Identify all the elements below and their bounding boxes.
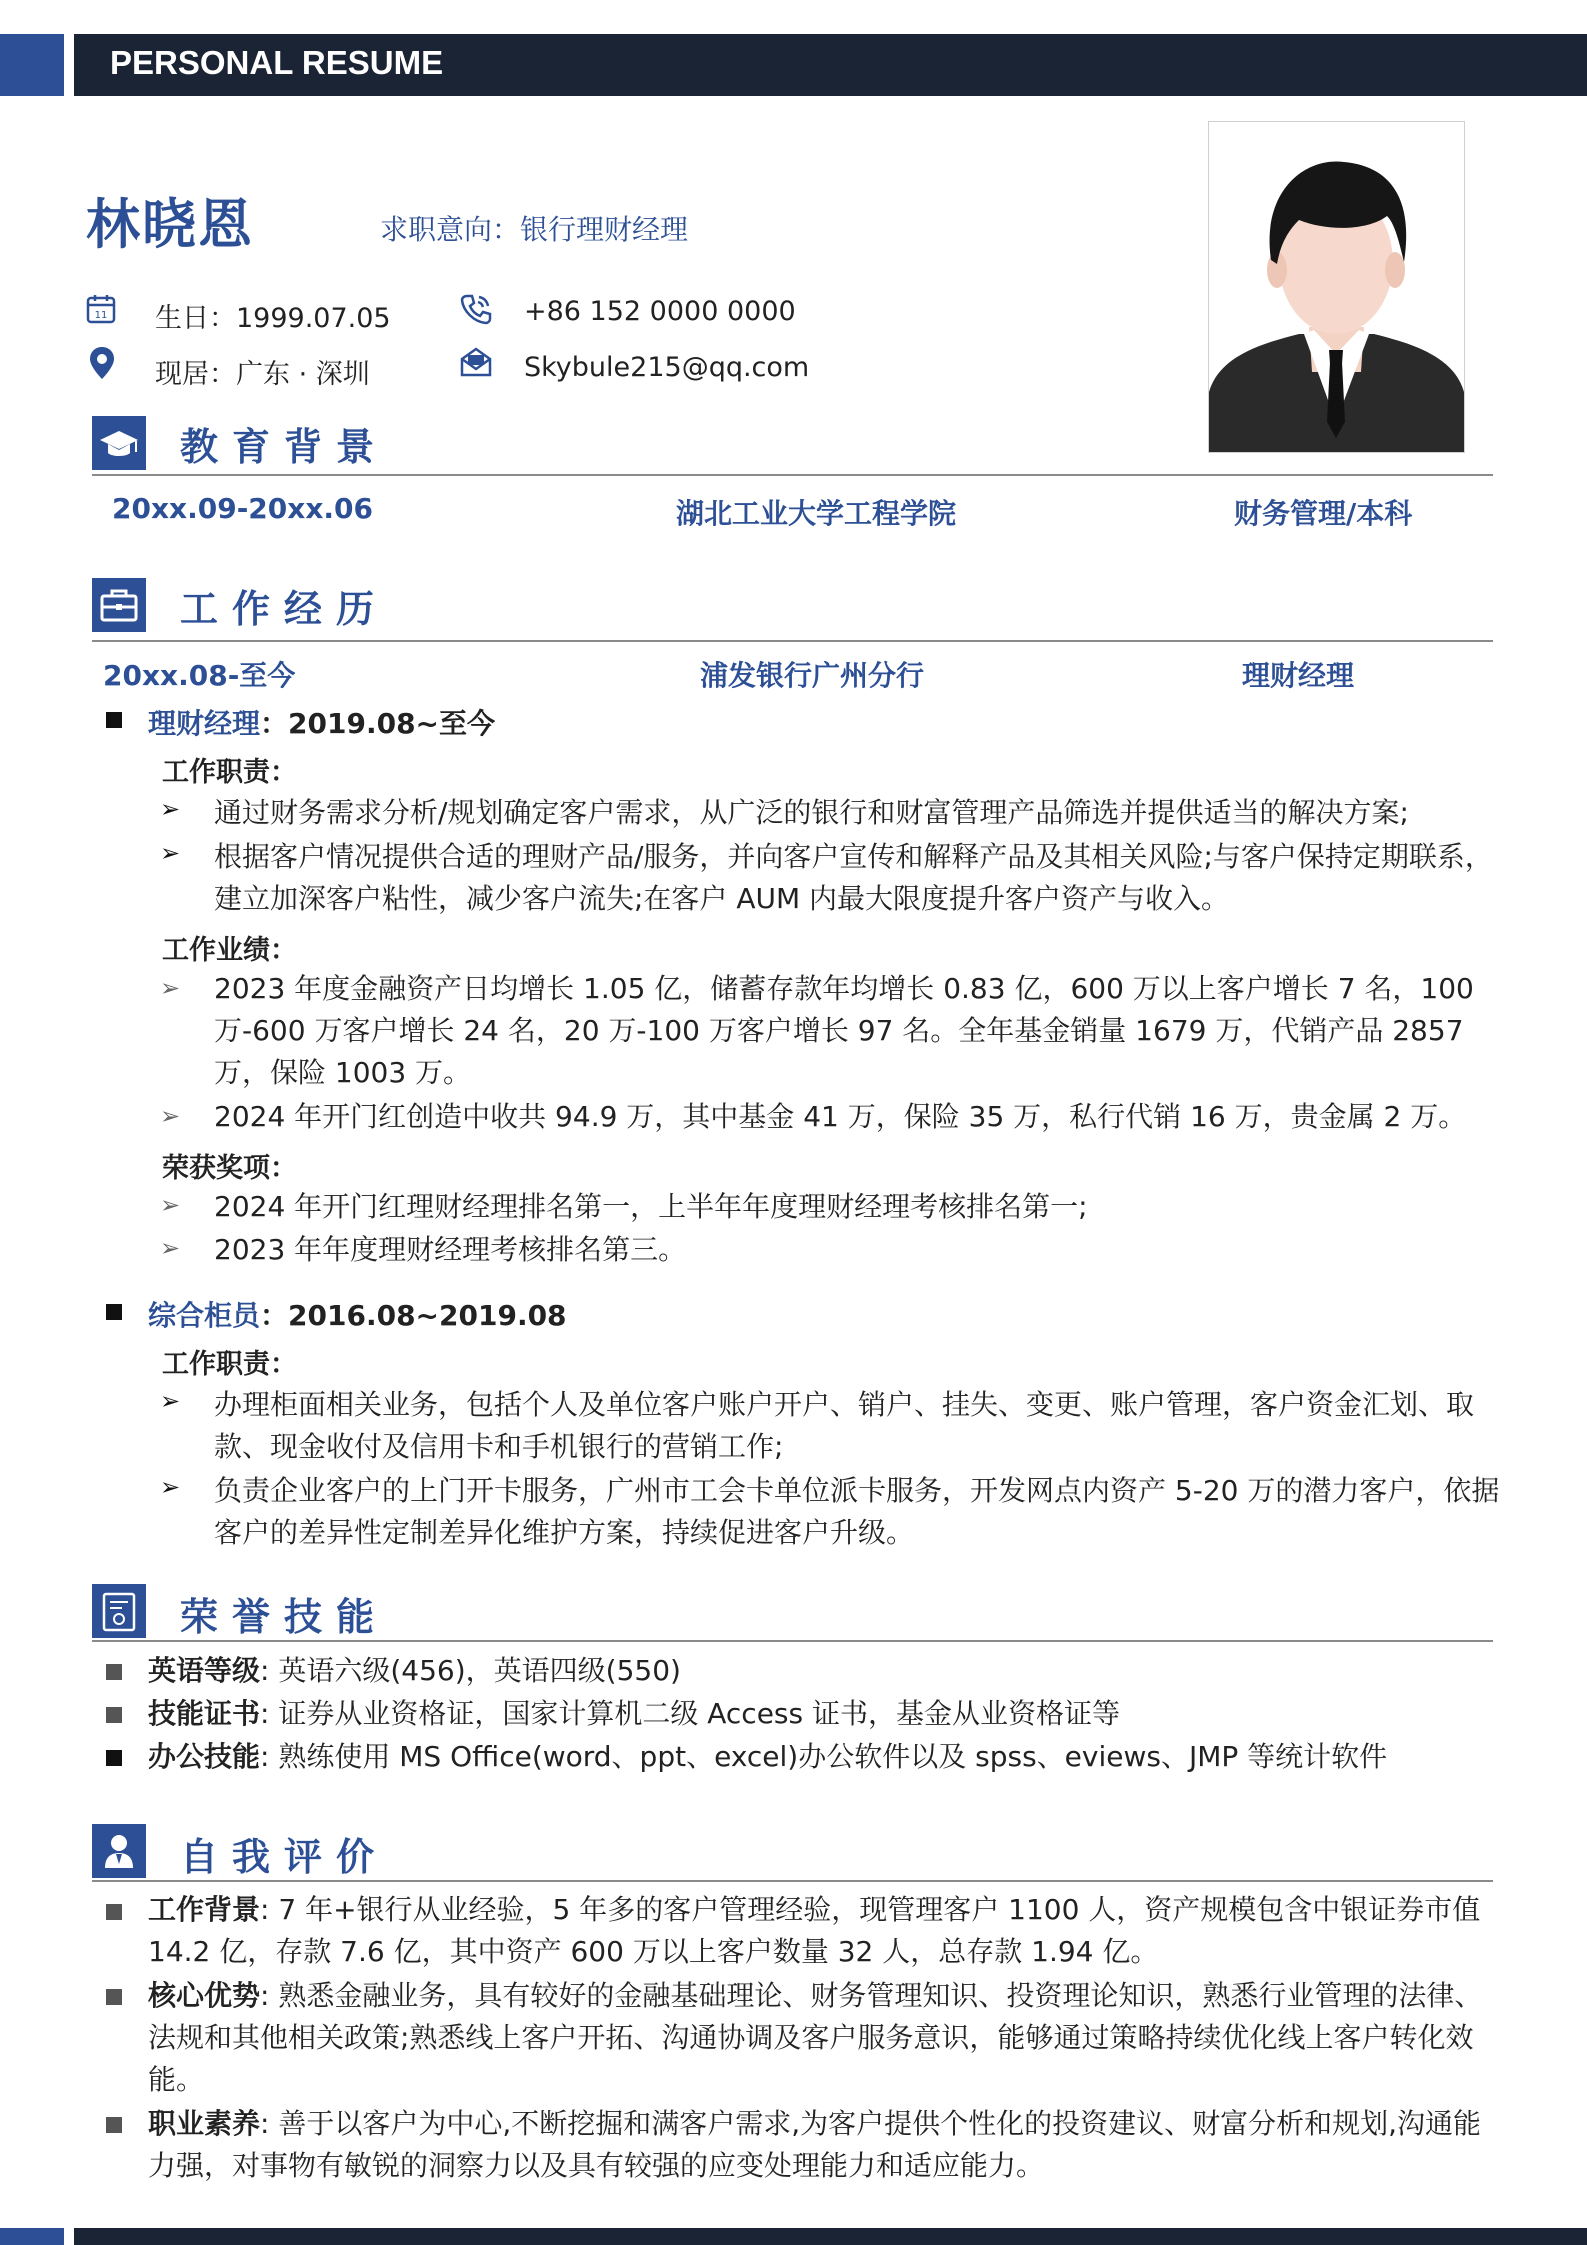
work-section-icon xyxy=(92,578,146,632)
role2-heading xyxy=(148,1294,567,1334)
education-divider xyxy=(92,474,1493,476)
calendar-icon xyxy=(86,294,116,324)
skill-bullet xyxy=(106,1750,122,1766)
mail-icon xyxy=(460,347,492,377)
location-pin-icon xyxy=(89,346,115,380)
self-bullet xyxy=(106,1904,122,1920)
role2-duties-label: 工作职责： xyxy=(162,1349,297,1380)
skills-section-title: 荣誉技能 xyxy=(180,1595,389,1639)
self-section-title: 自我评价 xyxy=(180,1835,389,1879)
skills-section-icon xyxy=(92,1584,146,1638)
birthday: 生日：1999.07.05 xyxy=(155,303,391,334)
role1-award-2: 2023 年年度理财经理考核排名第三。 xyxy=(214,1233,687,1266)
work-company: 浦发银行广州分行 xyxy=(700,659,925,692)
arrow-bullet-icon: ➢ xyxy=(160,1102,181,1130)
certificate-icon xyxy=(92,1584,146,1638)
profile-photo xyxy=(1208,121,1465,453)
role1-title: 理财经理 xyxy=(148,707,261,740)
self-bullet xyxy=(106,2117,122,2133)
role1-duties-label: 工作职责： xyxy=(162,757,297,788)
role1-result-1: 2023 年度金融资产日均增长 1.05 亿，储蓄存款年均增长 0.83 亿，600 万以上客户增长 7 名，100 万-600 万客户增长 24 名，20 万-100 万客户增长 97 名。全年基金销量 1679 万，代销产品 2857 万，保险 1003 万。 xyxy=(214,972,1474,1089)
location: 现居：广东 · 深圳 xyxy=(155,359,370,390)
footer-accent-block xyxy=(0,2228,64,2245)
role2-title: 综合柜员 xyxy=(148,1299,261,1332)
self-strengths: 核心优势: 熟悉金融业务，具有较好的金融基础理论、财务管理知识、投资理论知识，熟悉行业管理的法律、法规和其他相关政策;熟悉线上客户开拓、沟通协调及客户服务意识，能够通过策略持续优化线上客户转化效能。 xyxy=(148,1979,1483,2096)
role-bullet xyxy=(106,712,122,728)
skill-certificates: 技能证书: 证券从业资格证，国家计算机二级 Access 证书，基金从业资格证等 xyxy=(148,1697,1121,1730)
skill-english: 英语等级: 英语六级(456)，英语四级(550) xyxy=(148,1654,681,1687)
skill-bullet xyxy=(106,1664,122,1680)
role1-result-2: 2024 年开门红创造中收共 94.9 万，其中基金 41 万，保险 35 万，私行代销 16 万，贵金属 2 万。 xyxy=(214,1100,1467,1133)
role2-duty-2: 负责企业客户的上门开卡服务，广州市工会卡单位派卡服务，开发网点内资产 5-20 万的潜力客户，依据客户的差异性定制差异化维护方案，持续促进客户升级。 xyxy=(214,1474,1500,1549)
education-school: 湖北工业大学工程学院 xyxy=(676,497,957,530)
self-background: 工作背景: 7 年+银行从业经验，5 年多的客户管理经验，现管理客户 1100 人，资产规模包含中银证券市值 14.2 亿，存款 7.6 亿，其中资产 600 万以上客户数量 32 人，总存款 1.94 亿。 xyxy=(148,1893,1481,1968)
arrow-bullet-icon: ➢ xyxy=(160,839,181,867)
role1-heading xyxy=(148,702,495,742)
role1-duty-1: 通过财务需求分析/规划确定客户需求，从广泛的银行和财富管理产品筛选并提供适当的解决方案; xyxy=(214,796,1409,829)
job-intent: 求职意向：银行理财经理 xyxy=(380,213,689,246)
email: Skybule215@qq.com xyxy=(524,352,810,383)
education-period: 20xx.09-20xx.06 xyxy=(112,492,373,525)
skills-divider xyxy=(92,1640,1493,1642)
role1-awards-label: 荣获奖项： xyxy=(162,1153,297,1184)
role1-duty-2: 根据客户情况提供合适的理财产品/服务，并向客户宣传和解释产品及其相关风险;与客户保持定期联系，建立加深客户粘性，减少客户流失;在客户 AUM 内最大限度提升客户资产与收入。 xyxy=(214,840,1493,915)
self-professionalism: 职业素养: 善于以客户为中心,不断挖掘和满客户需求,为客户提供个性化的投资建议、财富分析和规划,沟通能力强，对事物有敏锐的洞察力以及具有较强的应变处理能力和适应能力。 xyxy=(148,2107,1482,2182)
skill-bullet xyxy=(106,1707,122,1723)
phone-number: +86 152 0000 0000 xyxy=(524,296,796,327)
role-bullet xyxy=(106,1304,122,1320)
arrow-bullet-icon: ➢ xyxy=(160,1191,181,1219)
arrow-bullet-icon: ➢ xyxy=(160,1473,181,1501)
role1-results-label: 工作业绩： xyxy=(162,935,297,966)
role1-award-1: 2024 年开门红理财经理排名第一，上半年年度理财经理考核排名第一; xyxy=(214,1190,1088,1223)
self-section-icon xyxy=(92,1824,146,1878)
footer-bar xyxy=(74,2228,1587,2245)
education-section-title: 教育背景 xyxy=(180,425,389,469)
work-position: 理财经理 xyxy=(1242,659,1355,692)
arrow-bullet-icon: ➢ xyxy=(160,795,181,823)
phone-icon xyxy=(460,293,492,325)
self-bullet xyxy=(106,1989,122,2005)
candidate-name: 林晓恩 xyxy=(86,193,254,256)
role2-duty-1: 办理柜面相关业务，包括个人及单位客户账户开户、销户、挂失、变更、账户管理，客户资金汇划、取款、现金收付及信用卡和手机银行的营销工作; xyxy=(214,1388,1475,1463)
arrow-bullet-icon: ➢ xyxy=(160,974,181,1002)
graduation-cap-icon xyxy=(92,416,146,470)
self-divider xyxy=(92,1880,1493,1882)
user-icon xyxy=(92,1824,146,1878)
arrow-bullet-icon: ➢ xyxy=(160,1234,181,1262)
arrow-bullet-icon: ➢ xyxy=(160,1387,181,1415)
education-section-icon xyxy=(92,416,146,470)
work-period: 20xx.08-至今 xyxy=(103,659,296,692)
education-major: 财务管理/本科 xyxy=(1234,497,1413,530)
header-title: PERSONAL RESUME xyxy=(110,44,444,81)
header-accent-block xyxy=(0,34,64,96)
work-divider xyxy=(92,640,1493,642)
briefcase-icon xyxy=(92,578,146,632)
work-section-title: 工作经历 xyxy=(180,587,389,631)
skill-office: 办公技能: 熟练使用 MS Office(word、ppt、excel)办公软件以及 spss、eviews、JMP 等统计软件 xyxy=(148,1740,1388,1773)
svg-text:11: 11 xyxy=(94,310,108,321)
role1-dates: ：2019.08~至今 xyxy=(260,707,496,740)
role2-dates: ：2016.08~2019.08 xyxy=(260,1299,567,1332)
